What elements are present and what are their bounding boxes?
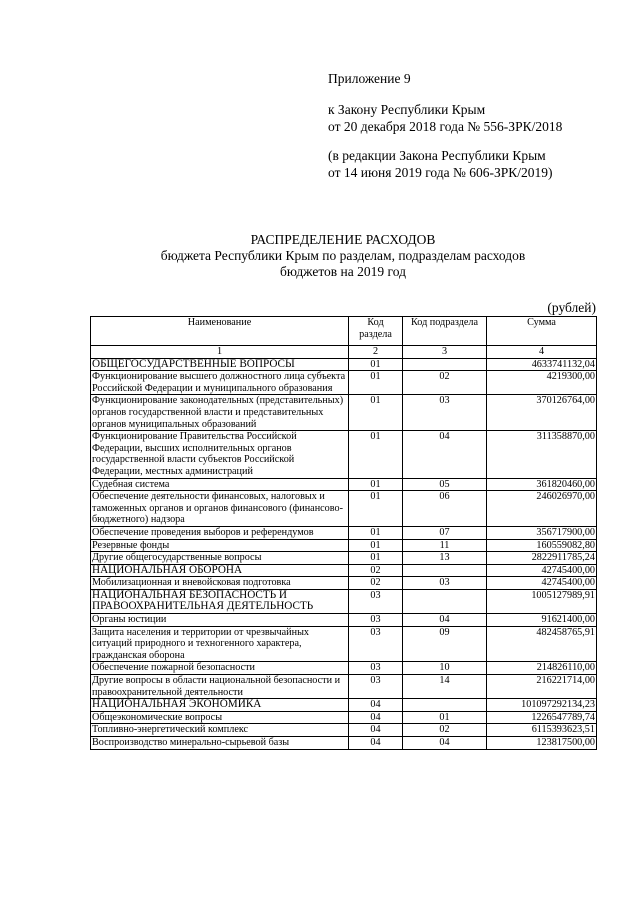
column-number: 1 bbox=[91, 346, 349, 359]
row-subsection-code: 11 bbox=[403, 539, 487, 552]
table-header-row bbox=[91, 317, 597, 346]
row-name: НАЦИОНАЛЬНАЯ ЭКОНОМИКА bbox=[91, 699, 349, 712]
row-sum: 160559082,80 bbox=[487, 539, 597, 552]
row-subsection-code: 01 bbox=[403, 711, 487, 724]
row-subsection-code: 03 bbox=[403, 577, 487, 590]
row-name: Органы юстиции bbox=[91, 614, 349, 627]
row-sum: 4633741132,04 bbox=[487, 358, 597, 371]
row-name: НАЦИОНАЛЬНАЯ БЕЗОПАСНОСТЬ И ПРАВООХРАНИТЕЛЬНАЯ ДЕЯТЕЛЬНОСТЬ bbox=[91, 589, 349, 613]
row-sum: 123817500,00 bbox=[487, 737, 597, 750]
row-subsection-code: 05 bbox=[403, 478, 487, 491]
appendix-block bbox=[328, 70, 562, 181]
column-number: 3 bbox=[403, 346, 487, 359]
appendix-number: Приложение 9 bbox=[328, 71, 411, 86]
row-subsection-code: 03 bbox=[403, 395, 487, 431]
row-section-code: 01 bbox=[349, 552, 403, 565]
budget-table bbox=[90, 316, 597, 750]
row-name: Функционирование Правительства Российской Федерации, высших исполнительных органов государственной власти субъектов Российской Федерации, местных администраций bbox=[91, 431, 349, 478]
row-section-code: 03 bbox=[349, 614, 403, 627]
row-subsection-code: 10 bbox=[403, 662, 487, 675]
row-section-code: 04 bbox=[349, 711, 403, 724]
column-number-row bbox=[91, 346, 597, 359]
row-sum: 370126764,00 bbox=[487, 395, 597, 431]
row-section-code: 04 bbox=[349, 737, 403, 750]
row-sum: 216221714,00 bbox=[487, 675, 597, 699]
row-section-code: 01 bbox=[349, 478, 403, 491]
row-subsection-code: 04 bbox=[403, 614, 487, 627]
row-subsection-code: 13 bbox=[403, 552, 487, 565]
row-section-code: 01 bbox=[349, 395, 403, 431]
row-name: Обеспечение проведения выборов и референдумов bbox=[91, 526, 349, 539]
row-section-code: 03 bbox=[349, 662, 403, 675]
table-row bbox=[91, 577, 597, 590]
row-name: Резервные фонды bbox=[91, 539, 349, 552]
row-name: Топливно-энергетический комплекс bbox=[91, 724, 349, 737]
table-row bbox=[91, 724, 597, 737]
header-subsection-code: Код подраздела bbox=[403, 317, 487, 346]
document-title bbox=[90, 232, 596, 280]
appendix-revision: (в редакции Закона Республики Крым bbox=[328, 148, 546, 163]
row-subsection-code: 02 bbox=[403, 371, 487, 395]
table-row bbox=[91, 737, 597, 750]
row-name: Общеэкономические вопросы bbox=[91, 711, 349, 724]
row-subsection-code bbox=[403, 564, 487, 577]
row-section-code: 03 bbox=[349, 675, 403, 699]
table-row-section bbox=[91, 589, 597, 613]
title-line-3: бюджетов на 2019 год bbox=[280, 264, 406, 279]
row-sum: 311358870,00 bbox=[487, 431, 597, 478]
row-name: Функционирование законодательных (представительных) органов государственной власти и представительных органов муниципальных образований bbox=[91, 395, 349, 431]
row-sum: 1226547789,74 bbox=[487, 711, 597, 724]
row-name: Защита населения и территории от чрезвычайных ситуаций природного и техногенного характера, гражданская оборона bbox=[91, 626, 349, 662]
row-name: Мобилизационная и вневойсковая подготовка bbox=[91, 577, 349, 590]
row-sum: 361820460,00 bbox=[487, 478, 597, 491]
table-row bbox=[91, 711, 597, 724]
table-row bbox=[91, 395, 597, 431]
row-sum: 2822911785,24 bbox=[487, 552, 597, 565]
row-subsection-code: 06 bbox=[403, 491, 487, 527]
row-subsection-code: 04 bbox=[403, 737, 487, 750]
appendix-law: к Закону Республики Крым bbox=[328, 102, 486, 117]
row-subsection-code bbox=[403, 699, 487, 712]
table-row bbox=[91, 491, 597, 527]
table-row bbox=[91, 662, 597, 675]
row-subsection-code: 04 bbox=[403, 431, 487, 478]
row-section-code: 03 bbox=[349, 626, 403, 662]
table-row bbox=[91, 526, 597, 539]
row-section-code: 03 bbox=[349, 589, 403, 613]
table-row bbox=[91, 371, 597, 395]
row-sum: 214826110,00 bbox=[487, 662, 597, 675]
row-sum: 42745400,00 bbox=[487, 577, 597, 590]
row-sum: 356717900,00 bbox=[487, 526, 597, 539]
row-name: Другие общегосударственные вопросы bbox=[91, 552, 349, 565]
table-row bbox=[91, 614, 597, 627]
unit-label: (рублей) bbox=[547, 300, 596, 315]
row-section-code: 04 bbox=[349, 724, 403, 737]
row-subsection-code bbox=[403, 589, 487, 613]
row-section-code: 02 bbox=[349, 564, 403, 577]
header-sum: Сумма bbox=[487, 317, 597, 346]
row-sum: 6115393623,51 bbox=[487, 724, 597, 737]
row-subsection-code: 02 bbox=[403, 724, 487, 737]
row-subsection-code: 07 bbox=[403, 526, 487, 539]
title-line-1: РАСПРЕДЕЛЕНИЕ РАСХОДОВ bbox=[250, 232, 436, 247]
row-section-code: 01 bbox=[349, 358, 403, 371]
row-section-code: 01 bbox=[349, 491, 403, 527]
table-row-section bbox=[91, 699, 597, 712]
table-row bbox=[91, 675, 597, 699]
row-name: Воспроизводство минерально-сырьевой базы bbox=[91, 737, 349, 750]
row-section-code: 02 bbox=[349, 577, 403, 590]
column-number: 2 bbox=[349, 346, 403, 359]
table-row-section bbox=[91, 564, 597, 577]
row-name: ОБЩЕГОСУДАРСТВЕННЫЕ ВОПРОСЫ bbox=[91, 358, 349, 371]
row-subsection-code: 14 bbox=[403, 675, 487, 699]
title-line-2: бюджета Республики Крым по разделам, подразделам расходов bbox=[160, 248, 526, 263]
row-name: Функционирование высшего должностного лица субъекта Российской Федерации и муниципального образования bbox=[91, 371, 349, 395]
row-section-code: 01 bbox=[349, 371, 403, 395]
row-section-code: 04 bbox=[349, 699, 403, 712]
row-name: Обеспечение пожарной безопасности bbox=[91, 662, 349, 675]
row-section-code: 01 bbox=[349, 526, 403, 539]
table-row bbox=[91, 539, 597, 552]
row-subsection-code bbox=[403, 358, 487, 371]
row-name: Обеспечение деятельности финансовых, налоговых и таможенных органов и органов финансового (финансово-бюджетного) надзора bbox=[91, 491, 349, 527]
row-name: Другие вопросы в области национальной безопасности и правоохранительной деятельности bbox=[91, 675, 349, 699]
table-row bbox=[91, 478, 597, 491]
table-row bbox=[91, 626, 597, 662]
row-name: Судебная система bbox=[91, 478, 349, 491]
header-section-code: Код раздела bbox=[349, 317, 403, 346]
row-sum: 246026970,00 bbox=[487, 491, 597, 527]
appendix-revision-date: от 14 июня 2019 года № 606-ЗРК/2019) bbox=[328, 165, 553, 180]
row-section-code: 01 bbox=[349, 539, 403, 552]
row-sum: 1005127989,91 bbox=[487, 589, 597, 613]
row-section-code: 01 bbox=[349, 431, 403, 478]
table-row bbox=[91, 431, 597, 478]
table-row-section bbox=[91, 358, 597, 371]
row-sum: 42745400,00 bbox=[487, 564, 597, 577]
table-row bbox=[91, 552, 597, 565]
appendix-law-date: от 20 декабря 2018 года № 556-ЗРК/2018 bbox=[328, 119, 563, 134]
row-name: НАЦИОНАЛЬНАЯ ОБОРОНА bbox=[91, 564, 349, 577]
row-sum: 482458765,91 bbox=[487, 626, 597, 662]
column-number: 4 bbox=[487, 346, 597, 359]
row-subsection-code: 09 bbox=[403, 626, 487, 662]
row-sum: 4219300,00 bbox=[487, 371, 597, 395]
row-sum: 101097292134,23 bbox=[487, 699, 597, 712]
row-sum: 91621400,00 bbox=[487, 614, 597, 627]
header-name: Наименование bbox=[91, 317, 349, 346]
